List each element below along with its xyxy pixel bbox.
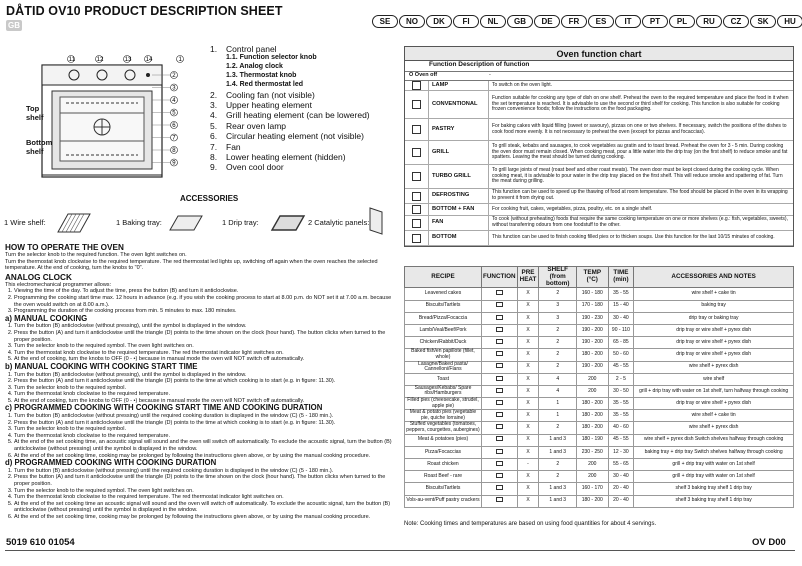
cell: 190 - 200 (577, 361, 609, 373)
function-row (405, 81, 793, 91)
instruction-step: 3. Turn the selector knob to the required symbol. The oven light switches on. (14, 343, 394, 350)
cell: 2 (539, 471, 577, 483)
instruction-step: 1. Turn the button (B) anticlockwise (without pressing), until the symbol is displayed in the window. (14, 323, 394, 330)
table-row (405, 495, 794, 507)
footer-code: 5019 610 01054 (6, 537, 75, 548)
cell: 2 - 5 (608, 373, 634, 385)
table-row (405, 312, 794, 324)
callout-2: 2 (172, 73, 176, 79)
cell: 35 - 55 (608, 410, 634, 422)
function-symbol-icon (482, 446, 518, 458)
language-pt: PT (642, 15, 668, 28)
recipe-name: Leavened cakes (405, 288, 482, 300)
legend-item: 9. Oven cool door (210, 162, 284, 173)
cell: grill + drip tray with water on 1st shelf (634, 459, 794, 471)
cell: drip tray or wire shelf + pyrex dish (634, 398, 794, 410)
function-name: CONVENTIONAL (429, 91, 489, 118)
cell: 180 - 200 (577, 495, 609, 507)
cell: grill + drip tray with water on 1st shelf, turn halfway through cooking (634, 385, 794, 397)
table-row (405, 288, 794, 300)
recipe-name: Lamb/Veal/Beef/Pork (405, 324, 482, 336)
instruction-step: 4. Turn the thermostat knob clockwise to the required temperature. The red thermostat indicator light switches on. (14, 350, 394, 357)
cell: 20 - 40 (608, 495, 634, 507)
function-symbol-icon (482, 312, 518, 324)
legend-item: 3. Upper heating element (210, 100, 313, 110)
drip-tray-icon (268, 210, 308, 236)
cell: 2 (539, 324, 577, 336)
cell: 3 (539, 300, 577, 312)
section-c-title: c) PROGRAMMED COOKING WITH COOKING START TIME AND COOKING DURATION (5, 403, 323, 413)
function-name: GRILL (429, 141, 489, 164)
recipe-name: Sausages/Kebabs/ Spare ribs/Hamburgers (405, 385, 482, 397)
cell: 40 - 60 (608, 422, 634, 434)
function-symbol-icon (482, 361, 518, 373)
table-row (405, 300, 794, 312)
function-desc: To grill steak, kebabs and sausages, to cook vegetables au gratin and to toast bread. Preheat the oven for 3 - 5 min. During cooking the oven door must remain closed. When cooking meat, pour a little water into the drip tray (on the first shelf) to reduce smoke and fat spatters. Leaving the meat should be turned during cooking. (492, 142, 788, 161)
cell: 30 - 50 (608, 385, 634, 397)
function-name: FAN (429, 216, 489, 230)
table-row (405, 385, 794, 397)
instruction-step: 6. At the end of the set cooking time, cooking may be prolonged by following the instructions given above, or by using the manual cooking procedure. (14, 453, 394, 460)
cell: X (517, 373, 539, 385)
cell: 160 - 180 (577, 288, 609, 300)
legend-item: 8. Lower heating element (hidden) (210, 152, 346, 163)
cell: X (517, 361, 539, 373)
cell: 180 - 200 (577, 349, 609, 361)
section-b-title: b) MANUAL COOKING WITH COOKING START TIME (5, 361, 198, 371)
instruction-step: 1. Turn the button (B) anticlockwise (without pressing) until the required cooking duration is displayed in the window (C) (5 - 180 min.). (14, 413, 394, 420)
function-desc: To switch on the oven light. (492, 81, 553, 88)
table-row (405, 398, 794, 410)
accessories-row (4, 210, 384, 238)
cell: 200 (577, 459, 609, 471)
function-symbol-icon (482, 324, 518, 336)
col-header: FUNCTION (482, 267, 518, 288)
recipe-name: Lasagne/Baked pasta/ Cannelloni/Flans (405, 361, 482, 373)
language-se: SE (372, 15, 398, 28)
cell: 20 - 40 (608, 483, 634, 495)
legend-item: 1. Control panel (210, 44, 277, 54)
cell: wire shelf + cake tin (634, 410, 794, 422)
instruction-step: 3. Turn the selector knob to the required symbol. (14, 385, 394, 392)
turbo-grill-icon (405, 165, 429, 188)
fan-icon (405, 216, 429, 230)
table-row (405, 434, 794, 446)
callout-9: 9 (172, 160, 176, 167)
cell: X (517, 483, 539, 495)
cell: 4 (539, 373, 577, 385)
language-es: ES (588, 15, 614, 28)
function-symbol-icon (482, 483, 518, 495)
table-row (405, 483, 794, 495)
recipe-name: Meat & potato pies (vegetable pie, quiche lorraine) (405, 410, 482, 422)
cell: wire shelf (634, 373, 794, 385)
cell: 35 - 55 (608, 398, 634, 410)
cell: 190 - 230 (577, 312, 609, 324)
language-list (372, 15, 802, 28)
cell: 180 - 190 (577, 434, 609, 446)
cell: wire shelf + pyrex dish Switch shelves halfway through cooking (634, 434, 794, 446)
language-dk: DK (426, 15, 452, 28)
cell: - (517, 459, 539, 471)
legend-subitem: 1.4. Red thermostat led (226, 80, 304, 88)
function-symbol-icon (482, 373, 518, 385)
col-header: TEMP (°C) (577, 267, 609, 288)
bottom-shelf-label: Bottom shelf (26, 138, 53, 156)
legend-subitem: 1.3. Thermostat knob (226, 72, 297, 79)
function-desc: Function suitable for cooking any type of dish on one shelf. Preheat the oven to the required temperature and place the food in it when the set temperature is reached. It is advisable to use the second or third shelf for cooking. This function is also suitable for cooking frozen convenience foods; follow the instructions on the food packaging. (492, 94, 789, 113)
page-title: DÅTID OV10 PRODUCT DESCRIPTION SHEET (6, 4, 283, 18)
recipe-name: Chicken/Rabbit/Duck (405, 337, 482, 349)
cell: 180 - 200 (577, 410, 609, 422)
cell: 200 (577, 373, 609, 385)
callout-11: 11 (68, 57, 76, 63)
recipe-name: Filled pies (cheesecake, strudel, apple pie) (405, 398, 482, 410)
recipe-name: Baked fish/en papillote (fillet, whole) (405, 349, 482, 361)
legend-item: 7. Fan (210, 141, 241, 152)
language-hu: HU (777, 15, 802, 28)
accessory-catalytic-panels: 2 Catalytic panels: (308, 218, 370, 227)
instruction-step: 2. Press the button (A) and turn it anticlockwise until the triangle (D) points to the time shown on the clock (hour hand). The button clicks when turned to the proper position. (14, 330, 394, 343)
bottom-icon (405, 231, 429, 245)
cell: shelf 3 baking tray shelf 1 drip tray (634, 483, 794, 495)
cell: wire shelf + cake tin (634, 288, 794, 300)
defrosting-icon (405, 189, 429, 203)
cell: X (517, 337, 539, 349)
recipe-name: Biscuits/Tartlets (405, 483, 482, 495)
instruction-step: 2. Programming the cooking start time max. 12 hours in advance (e.g. if you wish the cooking process to start at 8.00 p.m. do NOT set it at 7.00 a.m. because the oven would switch on at 8.00 a.m.). (14, 295, 394, 308)
cell: X (517, 312, 539, 324)
instruction-step: 4. Turn the thermostat knob clockwise to the required temperature. The red thermostat indicator light switches on. (14, 494, 394, 501)
recipe-name: Biscuits/Tartlets (405, 300, 482, 312)
cell: 4 (539, 385, 577, 397)
recipe-name: Stuffed vegetables (tomatoes, peppers, courgettes, aubergines) (406, 421, 480, 434)
language-fr: FR (561, 15, 587, 28)
cell: 3 (539, 312, 577, 324)
cell: 1 and 3 (539, 446, 577, 458)
language-ru: RU (696, 15, 722, 28)
bottom-fan-icon (405, 204, 429, 215)
instruction-step: 6. At the end of the set cooking time, cooking may be prolonged by following the instructions given above, or by using the manual cooking procedure. (14, 514, 394, 521)
language-it: IT (615, 15, 641, 28)
cell: X (517, 385, 539, 397)
recipe-name: Vols-au-vent/Puff pastry crackers (405, 495, 482, 507)
language-sk: SK (750, 15, 776, 28)
legend-subitem: 1.2. Analog clock (226, 63, 283, 71)
function-name: PASTRY (429, 119, 489, 140)
chart-subhead: Function Description of function (405, 61, 793, 72)
recipe-table (404, 266, 794, 508)
language-cz: CZ (723, 15, 749, 28)
instruction-step: 2. Press the button (A) and turn it anticlockwise until the triangle (D) points to the time at which cooking is to start (e.g. in figure: 11.30). (14, 378, 394, 385)
cell: 15 - 40 (608, 300, 634, 312)
baking-tray-icon (166, 210, 206, 236)
cell: 45 - 55 (608, 361, 634, 373)
instructions: HOW TO OPERATE THE OVEN Turn the selector knob to the required function. The oven light switches on. Turn the thermostat knob clockwise to the required temperature. The red thermostat led lights up, switching off again when the oven reaches the selected temperature. At the end of cooking, turn the knobs to "0". ANALOG CLOCK This electromechanical programmer allows: 1. Viewing the time of the day. To adjust the time, press the button (B) and turn it anticlockwise. 2. Programming the cooking start time max. 12 hours in advance (e.g. if you wish the cooking process to start at 8.00 p.m. do NOT set it at 7.00 a.m. because the oven would switch on at 8.00 a.m.). 3. Programming the duration of the cooking process from min. 5 minutes to max. 180 minutes. a) MANUAL COOKING 1. Turn the button (B) anticlockwise (without pressing), until the symbol is displayed in the window. 2. Press the button (A) and turn it anticlockwise until the triangle (D) points to the time shown on the clock (hour hand). The button clicks when turned to the proper position. 3. Turn the selector knob to the required symbol. The oven light switches on. 4. Turn the thermostat knob clockwise to the required temperature. The red thermostat indicator light switches on. 5. At the end of cooking, turn the knobs to OFF (0 - •) because in manual mode the oven will NOT switch off automatically. b) MANUAL COOKING WITH COOKING START TIME 1. Turn the button (B) anticlockwise (without pressing), until the symbol is displayed in the window. 2. Press the button (A) and turn it anticlockwise until the triangle (D) points to the time at which cooking is to start (e.g. in figure: 11.30). 3. Turn the selector knob to the required symbol. 4. Turn the thermostat knob clockwise to the required temperature. 5. At the end of cooking, turn the knobs to OFF (0 - •) because in manual mode the oven will NOT switch off automatically. c) PROGRAMMED COOKING WITH COOKING START TIME AND COOKING DURATION 1. Turn the button (B) anticlockwise (without pressing) until the required cooking duration is displayed in the window (C) (5 - 180 min.). 2. Press the button (A) and turn it anticlockwise until the triangle (D) points to the time at which cooking is to start (e.g. in figure: 11.30). 3. Turn the selector knob to the required symbol. 4. Turn the thermostat knob clockwise to the required temperature. 5. At the end of the set cooking time, an acoustic signal will sound and the oven will switch off automatically. To exclude the acoustic signal, turn the button (B) anticlockwise (without pressing) until the symbol is displayed in the window. 6. At the end of the set cooking time, cooking may be prolonged by following the instructions given above, or by using the manual cooking procedure. d) PROGRAMMED COOKING WITH COOKING DURATION 1. Turn the button (B) anticlockwise (without pressing) until the required cooking duration is displayed in the window (C) (5 - 180 min.). 2. Press the button (A) and turn it anticlockwise until the triangle (D) points to the time shown on the clock (hour hand). The button clicks when turned to the proper position. 3. Turn the selector knob to the required symbol. The oven light switches on. 4. Turn the thermostat knob clockwise to the required temperature. The red thermostat indicator light switches on. 5. At the end of the set cooking time an acoustic signal will sound and the oven will switch off automatically. To exclude the acoustic signal, turn the button (B) anticlockwise (without pressing) until the symbol is displayed in the window. 6. At the end of the set cooking time, cooking may be prolonged by following the instructions given above, or by using the manual cooking procedure. (5, 242, 394, 521)
cell: 190 - 200 (577, 324, 609, 336)
function-symbol-icon (482, 398, 518, 410)
table-row (405, 361, 794, 373)
cell: X (517, 349, 539, 361)
instruction-step: 2. Press the button (A) and turn it anticlockwise until the triangle (D) points to the time at which cooking is to start (e.g. in figure: 11.30). (14, 420, 394, 427)
cell: drip tray or wire shelf + pyrex dish (634, 337, 794, 349)
cell: 160 - 170 (577, 483, 609, 495)
legend-item: 5. Rear oven lamp (210, 120, 287, 131)
cell: 200 (577, 385, 609, 397)
footer-ref: OV D00 (752, 537, 786, 548)
note: Note: Cooking times and temperatures are based on using food quantities for about 4 servings. (404, 521, 657, 527)
function-name: BOTTOM (429, 231, 489, 245)
callout-4: 4 (172, 98, 176, 104)
function-symbol-icon (482, 459, 518, 471)
callout-5: 5 (172, 110, 176, 117)
clock-title: ANALOG CLOCK (5, 272, 72, 282)
accessory-wire-shelf: 1 Wire shelf: (4, 218, 46, 227)
function-row (405, 216, 793, 231)
function-symbol-icon (482, 434, 518, 446)
instruction-step: 1. Turn the button (B) anticlockwise (without pressing), until the symbol is displayed in the window. (14, 372, 394, 379)
cell: 2 (539, 422, 577, 434)
cell: X (517, 300, 539, 312)
instruction-step: 5. At the end of the set cooking time, an acoustic signal will sound and the oven will switch off automatically. To exclude the acoustic signal, turn the button (B) anticlockwise (without pressing) until the symbol is displayed in the window. (14, 439, 394, 452)
function-desc: This function can be used to speed up the thawing of food at room temperature. The food should be placed in the oven in its wrapping to prevent it from drying out. (492, 189, 788, 201)
function-row (405, 189, 793, 204)
table-row (405, 422, 794, 434)
cell: 55 - 65 (608, 459, 634, 471)
table-row (405, 410, 794, 422)
cell: 2 (539, 459, 577, 471)
function-desc: For cooking fruit, cakes, vegetables, pizza, poultry, etc. on a single shelf. (492, 205, 653, 212)
function-name: LAMP (429, 81, 489, 90)
footer-divider (5, 550, 795, 551)
cell: 30 - 40 (608, 471, 634, 483)
instruction-step: 3. Programming the duration of the cooking process from min. 5 minutes to max. 180 minutes. (14, 308, 394, 315)
cell: 2 (539, 361, 577, 373)
callout-1: 1 (178, 57, 182, 63)
catalytic-panel-icon (368, 206, 384, 236)
pastry-icon (405, 119, 429, 140)
cell: 1 and 3 (539, 434, 577, 446)
conventional-icon (405, 91, 429, 118)
function-symbol-icon (482, 288, 518, 300)
function-symbol-icon (482, 385, 518, 397)
cell: 1 and 3 (539, 483, 577, 495)
cell: drip tray or wire shelf + pyrex dish (634, 349, 794, 361)
cell: 180 - 200 (577, 398, 609, 410)
recipe-name: Toast (405, 373, 482, 385)
legend-item: 6. Circular heating element (not visible) (210, 131, 364, 142)
cell: 1 and 3 (539, 495, 577, 507)
instruction-step: 1. Viewing the time of the day. To adjust the time, press the button (B) and turn it anticlockwise. (14, 288, 394, 295)
grill-icon (405, 141, 429, 164)
language-nl: NL (480, 15, 506, 28)
instruction-step: 4. Turn the thermostat knob clockwise to the required temperature. (14, 433, 394, 440)
legend-subitem: 1.1. Function selector knob (226, 54, 317, 62)
accessories-title: ACCESSORIES (180, 194, 239, 203)
cell: X (517, 446, 539, 458)
wire-shelf-icon (54, 210, 94, 236)
table-row (405, 337, 794, 349)
cell: 2 (539, 349, 577, 361)
instruction-step: 4. Turn the thermostat knob clockwise to the required temperature. (14, 391, 394, 398)
recipe-name: Meat & potatoes (pies) (405, 434, 482, 446)
col-header: SHELF (from bottom) (539, 267, 577, 288)
cell: X (517, 495, 539, 507)
function-row (405, 165, 793, 189)
function-desc: To grill large joints of meat (roast beef and other roast meats). The oven door must be kept closed during the cooking cycle. When cooking meat, it is advisable to pour water in the drip tray placed on the first shelf. This will reduce smoke and spattering of fat. Turn the meat during grilling. (492, 166, 783, 185)
cell: wire shelf + pyrex dish (634, 422, 794, 434)
top-shelf-label: Top shelf (26, 104, 44, 122)
section-a-title: a) MANUAL COOKING (5, 313, 88, 323)
instruction-step: 2. Press the button (A) and turn it anticlockwise until the triangle (D) points to the time shown on the clock (hour hand). The button clicks when turned to the proper position. (14, 474, 394, 487)
accessory-drip-tray: 1 Drip tray: (222, 218, 259, 227)
function-row (405, 204, 793, 216)
instruction-step: 3. Turn the selector knob to the required symbol. (14, 426, 394, 433)
cell: grill + drip tray with water on 1st shelf (634, 471, 794, 483)
cell: 190 - 200 (577, 337, 609, 349)
function-symbol-icon (482, 471, 518, 483)
cell: 1 (539, 410, 577, 422)
cell: X (517, 434, 539, 446)
cell: shelf 3 baking tray shelf 1 drip tray (634, 495, 794, 507)
cell: 2 (539, 337, 577, 349)
callout-13: 13 (124, 57, 132, 63)
oven-function-chart (404, 46, 794, 247)
callout-14: 14 (145, 57, 153, 63)
recipe-name: Pizza/Focaccias (405, 446, 482, 458)
cell: 1 (539, 398, 577, 410)
function-symbol-icon (482, 495, 518, 507)
cell: 2 (539, 288, 577, 300)
table-row (405, 459, 794, 471)
cell: 30 - 40 (608, 312, 634, 324)
instruction-step: 5. At the end of the set cooking time an acoustic signal will sound and the oven will switch off automatically. To exclude the acoustic signal, turn the button (B) anticlockwise (without pressing) until the symbol is displayed in the window. (14, 501, 394, 514)
function-row (405, 141, 793, 165)
language-gb: GB (507, 15, 533, 28)
cell: 45 - 55 (608, 434, 634, 446)
component-legend (210, 44, 370, 173)
instruction-step: 1. Turn the button (B) anticlockwise (without pressing) until the required cooking duration is displayed in the window (C) (5 - 180 min.). (14, 468, 394, 475)
table-row (405, 446, 794, 458)
oven-off-row: O Oven off - (405, 72, 793, 81)
function-name: BOTTOM + FAN (429, 204, 489, 215)
col-header: TIME (min) (608, 267, 634, 288)
cell: 200 (577, 471, 609, 483)
table-row (405, 324, 794, 336)
function-row (405, 231, 793, 246)
recipe-name: Roast chicken (405, 459, 482, 471)
col-header: RECIPE (405, 267, 482, 288)
instruction-step: 5. At the end of cooking, turn the knobs to OFF (0 - •) because in manual mode the oven will NOT switch off automatically. (14, 398, 394, 405)
cell: 65 - 85 (608, 337, 634, 349)
function-name: TURBO GRILL (429, 165, 489, 188)
language-badge: GB (8, 21, 20, 30)
legend-item: 2. Cooling fan (not visible) (210, 89, 315, 100)
cell: 50 - 60 (608, 349, 634, 361)
cell: X (517, 471, 539, 483)
cell: baking tray (634, 300, 794, 312)
callout-8: 8 (172, 148, 176, 154)
cell: 180 - 200 (577, 422, 609, 434)
cell: 90 - 110 (608, 324, 634, 336)
table-row (405, 373, 794, 385)
recipe-name: Bread/Pizza/Focaccia (405, 312, 482, 324)
language-fi: FI (453, 15, 479, 28)
language-pl: PL (669, 15, 695, 28)
function-row (405, 119, 793, 141)
legend-item: 4. Grill heating element (can be lowered) (210, 110, 370, 121)
table-row (405, 471, 794, 483)
cell: X (517, 410, 539, 422)
cell: 12 - 30 (608, 446, 634, 458)
callout-6: 6 (172, 123, 176, 129)
how-title: HOW TO OPERATE THE OVEN (5, 243, 124, 252)
lamp-icon (405, 81, 429, 90)
recipe-name: Roast Beef - rare (405, 471, 482, 483)
col-header: ACCESSORIES AND NOTES (634, 267, 794, 288)
section-d-title: d) PROGRAMMED COOKING WITH COOKING DURATION (5, 458, 217, 468)
cell: baking tray + drip tray Switch shelves halfway through cooking (634, 446, 794, 458)
cell: X (517, 422, 539, 434)
cell: drip tray or baking tray (634, 312, 794, 324)
cell: 230 - 250 (577, 446, 609, 458)
cell: drip tray or wire shelf + pyrex dish (634, 324, 794, 336)
function-desc: For baking cakes with liquid filling (sweet or savoury), pizzas on one or two shelves. If necessary, switch the positions of the dishes to cook food more evenly. It is not necessary to preheat the oven (except for pizzas and focaccias). (492, 122, 787, 135)
cell: 35 - 55 (608, 288, 634, 300)
function-symbol-icon (482, 410, 518, 422)
cell: X (517, 288, 539, 300)
language-de: DE (534, 15, 560, 28)
function-symbol-icon (482, 422, 518, 434)
accessory-baking-tray: 1 Baking tray: (116, 218, 162, 227)
function-symbol-icon (482, 337, 518, 349)
function-symbol-icon (482, 349, 518, 361)
table-row (405, 349, 794, 361)
cell: wire shelf + pyrex dish (634, 361, 794, 373)
function-name: DEFROSTING (429, 189, 489, 203)
cell: 170 - 180 (577, 300, 609, 312)
function-row (405, 91, 793, 119)
callout-7: 7 (172, 135, 176, 142)
chart-title: Oven function chart (405, 47, 793, 61)
cell: X (517, 324, 539, 336)
instruction-step: 3. Turn the selector knob to the required symbol. The oven light switches on. (14, 488, 394, 495)
language-no: NO (399, 15, 425, 28)
function-symbol-icon (482, 300, 518, 312)
function-desc: This function can be used to finish cooking filled pies or to thicken soups. Use this function for the last 10/15 minutes of cooking. (492, 234, 775, 241)
function-desc: To cook (without preheating) foods that require the same cooking temperature on one or more shelves (e.g.: fish, vegetables, sweets), without transferring odours from one foodstuff to the other. (492, 216, 788, 228)
callout-3: 3 (172, 85, 176, 92)
col-header: PRE HEAT (517, 267, 539, 288)
callout-12: 12 (96, 57, 104, 63)
instruction-step: 5. At the end of cooking, turn the knobs to OFF (0 - •) because in manual mode the oven will NOT switch off automatically. (14, 356, 394, 363)
cell: X (517, 398, 539, 410)
